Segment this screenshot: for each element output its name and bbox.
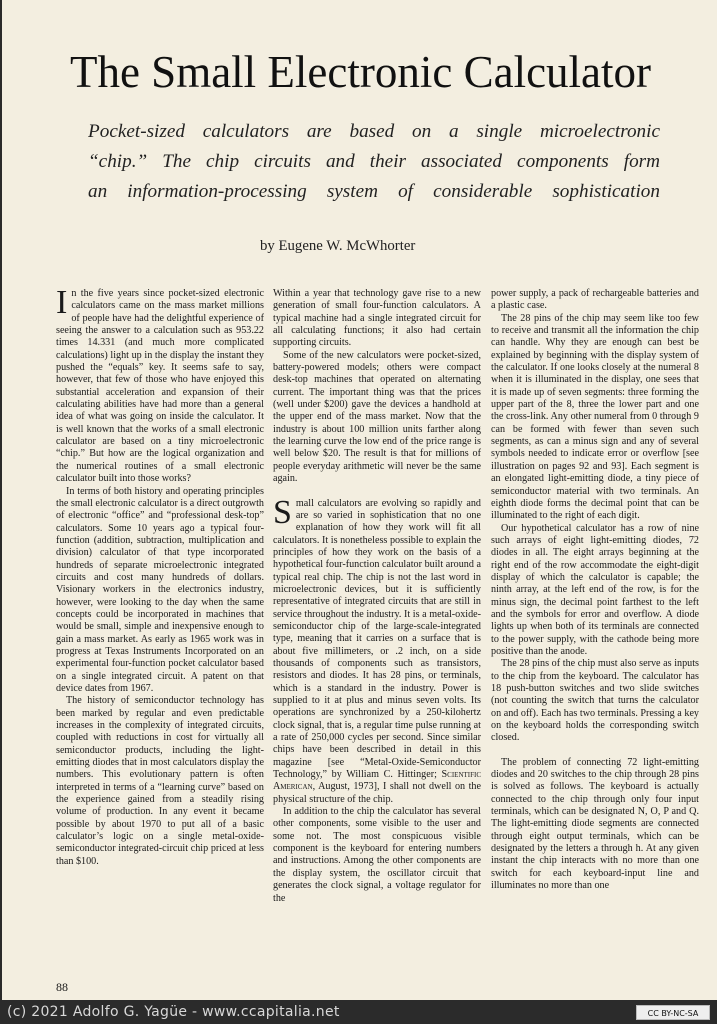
- paragraph: [273, 493, 481, 807]
- text-column-1: [56, 288, 264, 972]
- paragraph-text: n the five years since pocket-sized electronic calculators came on the mass market millions of people have had the delightful experience of seeing the answer to a calculation such as 953.22 times 14.331 (and much more complicated calculations) light up in the display the instant they pushed the “equals” key. It seems safe to say, however, that few of those who have enjoyed this substantial acceleration and expansion of their calculating abilities have had more than a general idea of what was going on inside the calculator. It is well known that the works of a small electronic calculator are based on a tiny microelectronic “chip.” But how are the logical organization and the numerical routines of a small electronic calculator built into those works?: [56, 288, 264, 485]
- paragraph: The problem of connecting 72 light-emitting diodes and 20 switches to the chip through 28 pins is solved as follows. The keyboard is actually connected to the chip through only four input terminals, which can be designated N, O, P and Q. The light-emitting diode segments are connected through eight output terminals, which can be designated by the letters a through h. At any given instant the chip interacts with no more than one switch for each keyboard-input line and illuminates no more than one: [491, 756, 699, 892]
- article-title: The Small Electronic Calculator: [69, 47, 652, 97]
- text-column-2: [273, 288, 481, 972]
- page-number: 88: [56, 980, 68, 994]
- paragraph: The history of semiconductor technology has been marked by regular and even predictable increases in the complexity of integrated circuits, coupled with reductions in cost for virtually all semiconductor products, including the light-emitting diodes that in most calculators display the numbers. This evolutionary pattern is often interpreted in terms of a “learning curve” based on the experience gained from a steadily rising volume of production. In any event it became possible by about 1970 to put all of a basic calculator’s logic on a single metal-oxide-semiconductor integrated-circuit chip priced at less than $100.: [56, 695, 264, 867]
- magazine-name: Scientific American: [273, 769, 481, 793]
- text-column-3: [491, 288, 699, 972]
- paragraph: The 28 pins of the chip must also serve as inputs to the chip from the keyboard. The calculator has 18 push-button switches and two slide switches (not counting the switch that turns the calculator on and off). Each has two terminals. Pressing a key on the keyboard holds the corresponding switch closed.: [491, 658, 699, 744]
- paragraph-text: , August, 1973], I shall not dwell on the physical structure of the chip.: [273, 781, 481, 805]
- subtitle-line: Pocket-sized calculators are based on a single microelectronic: [88, 121, 660, 142]
- drop-cap: I: [56, 288, 68, 321]
- paragraph: In addition to the chip the calculator has several other components, some visible to the user and some not. The most conspicuous visible component is the keyboard for entering numbers and instructions. Among the other components are the display system, the oscillator circuit that generates the clock signal, a voltage regulator for the: [273, 806, 481, 904]
- paragraph: Our hypothetical calculator has a row of nine such arrays of eight light-emitting diodes, 72 diodes in all. The eight arrays beginning at the right end of the row accommodate the eight-digit display of which the calculator is capable; the ninth array, at the left end of the row, is for the minus sign, the decimal point farthest to the left and the symbols for error and overflow. A diode lights up when both of its terminals are connected to the power supply, with the cathode being more positive than the anode.: [491, 522, 699, 657]
- paragraph: power supply, a pack of rechargeable batteries and a plastic case.: [491, 288, 699, 312]
- paragraph: Some of the new calculators were pocket-sized, battery-powered models; others were compact desk-top machines that operated on alternating current. The important thing was that the prices (well under $200) gave the devices a handhold at the upper end of the mass market. Now that the industry is about 100 million units farther along the learning curve the low end of the price range is well below $20. The result is that for millions of people everyday arithmetic will never be the same again.: [273, 349, 481, 485]
- byline: by Eugene W. McWhorter: [260, 238, 416, 254]
- paragraph-text: mall calculators are evolving so rapidly and are so varied in sophistication that no one explanation of how they work will fit all calculators. It is nonetheless possible to explain the principles of how they work on the basis of a hypothetical four-function calculator built around a typical real chip. The chip is not the last word in microelectronic devices, but it is sufficiently representative of integrated circuits that are still in service throughout the industry. It is a metal-oxide-semiconductor chip of the large-scale-integrated type, meaning that it carries on a surface that is about five millimeters, or .2 inch, on a side thousands of components such as transistors, resistors and diodes. It has 28 pins, or terminals, which is a standard in the industry. Power is supplied to it at plus and minus seven volts. Its operations are synchronized by a 250-kilohertz clock signal, that is, a regular time pulse running at a rate of 250,000 cycles per second. Since similar chips have been described in detail in this magazine [see “Metal-Oxide-Semiconductor Technology,” by William C. Hittinger;: [273, 497, 481, 781]
- subtitle-line: an information-processing system of considerable sophistication: [88, 181, 660, 202]
- paragraph: [56, 288, 264, 486]
- copyright-notice: (c) 2021 Adolfo G. Yagüe - www.ccapitalia.net: [7, 1004, 340, 1020]
- license-badge-icon[interactable]: CC BY-NC-SA: [636, 1005, 710, 1020]
- drop-cap: S: [273, 493, 292, 531]
- paragraph: Within a year that technology gave rise to a new generation of small four-function calculators. A typical machine had a single integrated circuit for all calculating functions; it also had certain supporting circuits.: [273, 288, 481, 349]
- subtitle-line: “chip.” The chip circuits and their associated components form: [88, 151, 660, 172]
- paragraph: In terms of both history and operating principles the small electronic calculator is a direct outgrowth of electronic “office” and “professional desk-top” calculators. Some 10 years ago a typical four-function (addition, subtraction, multiplication and division) calculator of that type incorporated hundreds of separate microelectronic integrated circuits and cost many hundreds of dollars. Visionary workers in the electronics industry, however, were looking to the day when the same concepts could be incorporated in machines that would be small, simple and inexpensive enough to gain a mass market. As early as 1965 work was in progress at Texas Instruments Incorporated on an experimental four-function pocket calculator based on a single integrated circuit. A patent on that device dates from 1967.: [56, 485, 264, 694]
- article-subtitle: [88, 117, 660, 207]
- paragraph: The 28 pins of the chip may seem like too few to receive and transmit all the information the chip can handle. Why they are enough can best be explained by beginning with the display system of the calculator. If one looks closely at the numeral 8 when it is illuminated in the display, one sees that it is made up of seven segments: three forming the upper part of the 8, three the lower part and one the cross-link. Any other numeral from 0 through 9 can be formed with fewer than seven such segments, as can a minus sign and any of several symbols needed to indicate error or overflow [see illustration on pages 92 and 93]. Each segment is an elongated light-emitting diode, a tiny piece of semiconductor material with two terminals. An eighth diode forms the decimal point that can be illuminated to the right of each digit.: [491, 312, 699, 522]
